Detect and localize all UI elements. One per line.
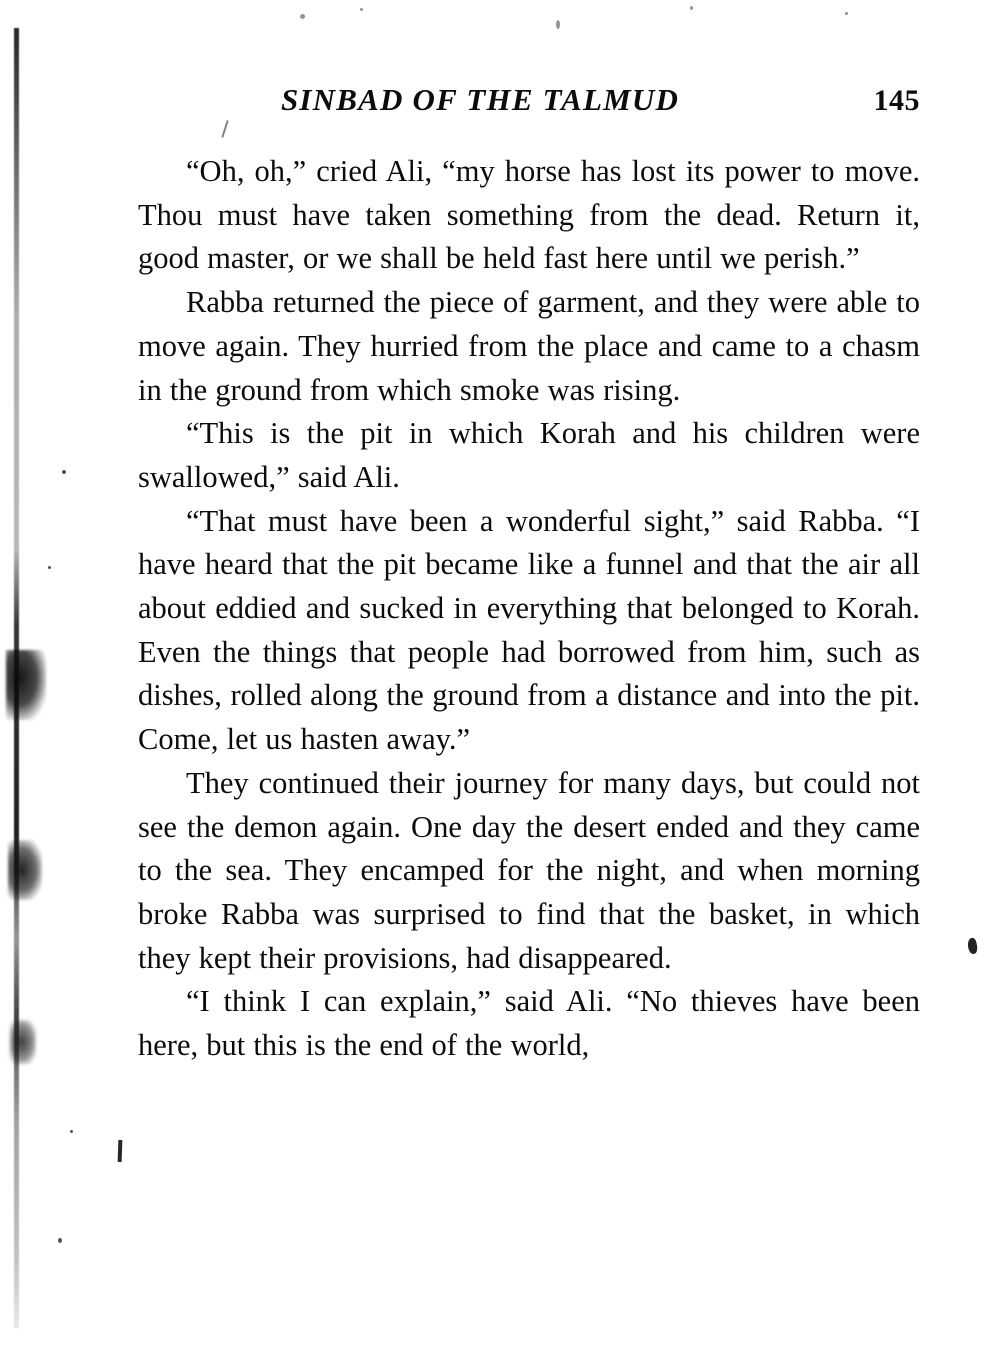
paragraph-continued: “I think I can explain,” said Ali. “No thieves have been here, but this is the end of the world, — [138, 984, 920, 1063]
ink-blot-artifact — [10, 1020, 36, 1064]
paragraph: Rabba returned the piece of garment, and they were able to move again. They hurried from the place and came to a chasm in the ground from which smoke was rising. — [138, 285, 920, 407]
paragraph: “Oh, oh,” cried Ali, “my horse has lost its power to move. Thou must have taken something from the dead. Return it, good master, or we shall be held fast here until we perish.” — [138, 154, 920, 276]
ink-blot-artifact — [8, 840, 42, 900]
dust-speck — [70, 1130, 73, 1133]
paragraph: “This is the pit in which Korah and his children were swallowed,” said Ali. — [138, 416, 920, 494]
dust-speck — [62, 470, 66, 474]
ink-blot-artifact — [6, 650, 46, 720]
dust-speck — [845, 12, 848, 15]
dust-speck — [690, 6, 693, 10]
page-header — [130, 82, 920, 128]
page-number: 145 — [873, 84, 920, 117]
body-text — [138, 150, 920, 1068]
dust-speck — [300, 14, 305, 19]
running-title: SINBAD OF THE TALMUD — [280, 82, 680, 117]
dust-speck — [556, 20, 560, 29]
paragraph: “That must have been a wonderful sight,” said Rabba. “I have heard that the pit became like a funnel and that the air all about eddied and sucked in everything that belonged to Korah. Even the things that people had borrowed from him, such as dishes, rolled along the ground from a distance and into the pit. Come, let us hasten away.” — [138, 503, 920, 757]
dust-speck — [360, 8, 363, 11]
margin-pen-mark — [118, 1140, 123, 1162]
paragraph: They continued their journey for many days, but could not see the demon again. One day the desert ended and they came to the sea. They encamped for the night, and when morning broke Rabba was surprised to find that the basket, in which they kept their provisions, had disappeared. — [138, 765, 920, 975]
dust-speck — [58, 1238, 62, 1243]
ink-speck-artifact — [967, 937, 979, 954]
dust-speck — [48, 566, 51, 569]
